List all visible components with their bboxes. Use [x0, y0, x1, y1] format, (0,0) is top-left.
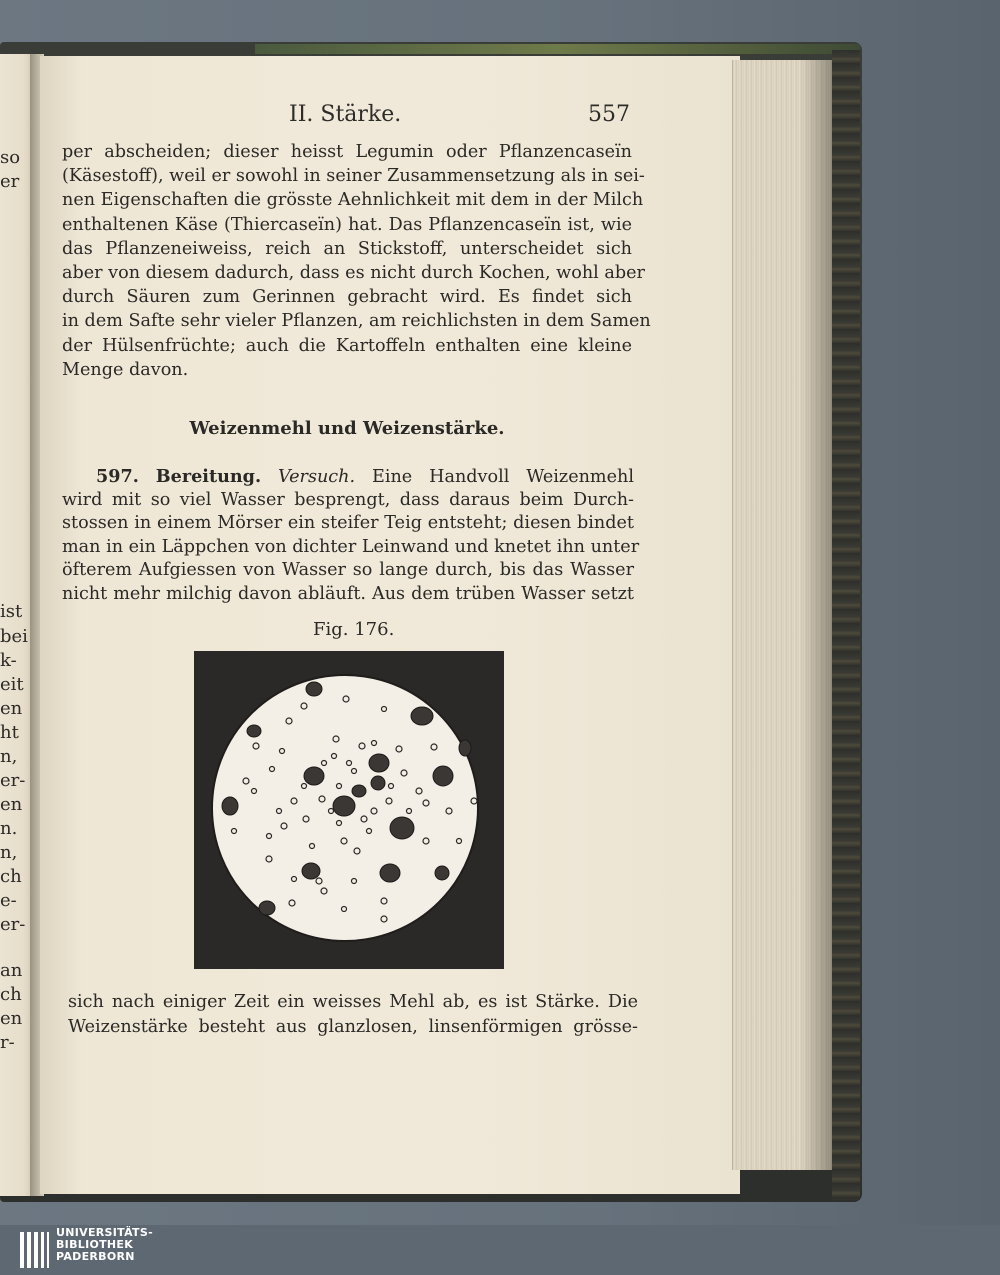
page-stack-shadow	[800, 60, 832, 1170]
text-line: sich nach einiger Zeit ein weisses Mehl ab, es ist Stärke. Die	[68, 992, 638, 1012]
text-line: aber von diesem dadurch, dass es nicht durch Kochen, wohl aber	[62, 262, 645, 283]
margin-fragment: en	[0, 698, 23, 719]
text-line: in dem Safte sehr vieler Pflanzen, am reichlichsten in dem Samen	[62, 311, 651, 332]
margin-fragment: eit	[0, 674, 24, 695]
margin-fragment: k-	[0, 650, 17, 671]
library-logo-icon	[18, 1228, 52, 1272]
margin-fragment: ht	[0, 722, 19, 743]
versuch-label: Versuch.	[278, 467, 356, 487]
granule-large	[390, 817, 414, 839]
text-fragment: Eine Handvoll Weizenmehl	[372, 467, 634, 487]
section-heading: Weizenmehl und Weizenstärke.	[189, 418, 505, 439]
granule-large	[371, 776, 385, 790]
text-line: stossen in einem Mörser ein steifer Teig entsteht; diesen bindet	[62, 513, 634, 533]
text-line: per abscheiden; dieser heisst Legumin oder Pflanzencaseïn	[62, 142, 632, 162]
margin-fragment: so	[0, 147, 21, 168]
margin-fragment: en	[0, 794, 23, 815]
margin-fragment: en	[0, 1008, 23, 1029]
paragraph-label: Bereitung.	[155, 466, 262, 487]
margin-fragment: bei	[0, 626, 28, 647]
text-line: öfterem Aufgiessen von Wasser so lange durch, bis das Wasser	[62, 560, 634, 580]
text-line-first	[62, 465, 634, 489]
margin-fragment: ch	[0, 984, 22, 1005]
text-line: (Käsestoff), weil er sowohl in seiner Zusammensetzung als in sei-	[62, 166, 645, 187]
page-title: II. Stärke.	[289, 102, 402, 127]
margin-fragment: er	[0, 171, 20, 192]
margin-fragment: an	[0, 960, 23, 981]
granule-large	[306, 682, 322, 696]
granule-large	[302, 863, 320, 879]
text-line: man in ein Läppchen von dichter Leinwand und knetet ihn unter	[62, 536, 640, 557]
granule-large	[259, 901, 275, 915]
granule-large	[435, 866, 449, 880]
paragraph-bereitung	[62, 465, 640, 606]
microscope-illustration	[194, 651, 504, 969]
text-line: Menge davon.	[62, 359, 189, 380]
granule-large	[459, 740, 471, 756]
left-page-fragments	[0, 0, 34, 1225]
granule-large	[352, 785, 366, 797]
running-header	[289, 102, 634, 130]
margin-fragment: ch	[0, 866, 22, 887]
margin-fragment: r-	[0, 1032, 15, 1053]
margin-fragment: er-	[0, 770, 26, 791]
text-line: das Pflanzeneiweiss, reich an Stickstoff, unterscheidet sich	[62, 238, 632, 259]
text-line: der Hülsenfrüchte; auch die Kartoffeln enthalten eine kleine	[62, 335, 632, 356]
margin-fragment: n.	[0, 818, 18, 839]
cover-edge	[255, 44, 860, 54]
granule-large	[333, 796, 355, 816]
granule-large	[433, 766, 453, 786]
granule-large	[247, 725, 261, 737]
margin-fragment: n,	[0, 842, 18, 863]
granule-large	[369, 754, 389, 772]
granule-large	[411, 707, 433, 725]
text-line: nen Eigenschaften die grösste Aehnlichkeit mit dem in der Milch	[62, 190, 644, 211]
figure-starch-microscope	[194, 651, 504, 969]
text-line: wird mit so viel Wasser besprengt, dass daraus beim Durch-	[62, 489, 634, 510]
page-number: 557	[588, 102, 630, 127]
cover-spine-edge	[832, 50, 860, 1200]
logo-line: PADERBORN	[56, 1250, 135, 1263]
margin-fragment: e-	[0, 890, 17, 911]
paragraph-weizenstaerke	[68, 990, 638, 1040]
text-line: nicht mehr milchig davon abläuft. Aus dem trüben Wasser setzt	[62, 583, 634, 604]
text-line: Weizenstärke besteht aus glanzlosen, linsenförmigen grösse-	[68, 1017, 638, 1037]
paragraph-legumin	[62, 140, 651, 382]
logo-line: BIBLIOTHEK	[56, 1238, 134, 1251]
margin-fragment: ist	[0, 601, 23, 622]
granule-large	[222, 797, 238, 815]
granule-large	[304, 767, 324, 785]
text-line: durch Säuren zum Gerinnen gebracht wird. Es findet sich	[62, 287, 632, 308]
granule-large	[380, 864, 400, 882]
logo-line: UNIVERSITÄTS-	[56, 1226, 153, 1239]
paragraph-number: 597.	[96, 466, 139, 487]
margin-fragment: n,	[0, 746, 18, 767]
text-line: enthaltenen Käse (Thiercaseïn) hat. Das Pflanzencaseïn ist, wie	[62, 214, 632, 235]
figure-caption: Fig. 176.	[313, 619, 395, 640]
library-logo-text	[56, 1227, 186, 1263]
margin-fragment: er-	[0, 914, 26, 935]
